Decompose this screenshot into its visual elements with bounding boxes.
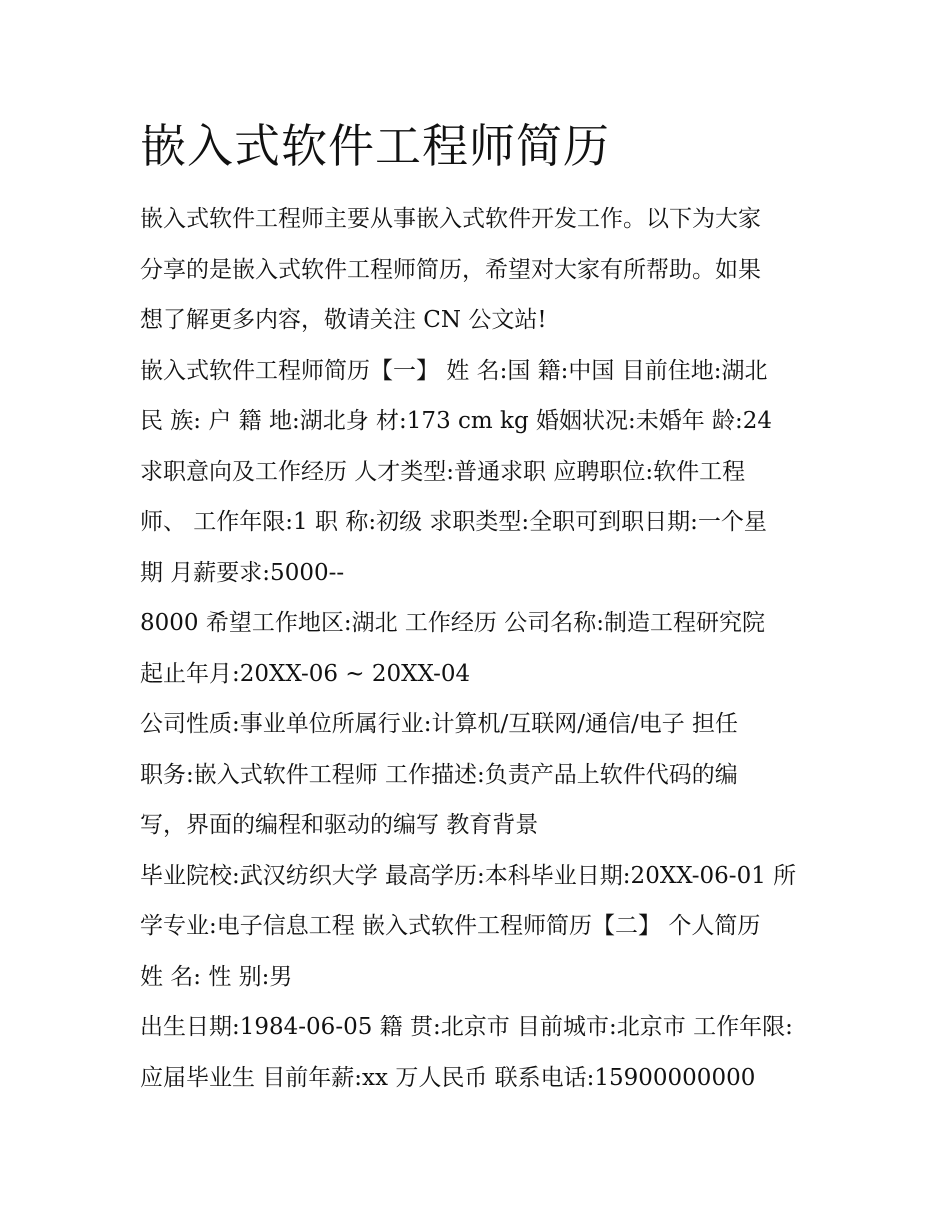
text-line: 民 族: 户 籍 地:湖北身 材:173 cm kg 婚姻状况:未婚年 龄:24 [140, 408, 773, 434]
text-line: 姓 名: 性 别:男 [140, 963, 293, 990]
document-title: 嵌入式软件工程师简历 [140, 119, 610, 173]
intro-paragraph [140, 194, 820, 346]
work-experience-paragraph [140, 598, 820, 699]
text-line: 分享的是嵌入式软件工程师简历，希望对大家有所帮助。如果 [140, 256, 761, 283]
text-line: 公司性质:事业单位所属行业:计算机/互联网/通信/电子 担任 [140, 711, 739, 737]
company-info-paragraph [140, 699, 820, 851]
text-line: 学专业:电子信息工程 嵌入式软件工程师简历【二】 个人简历 [140, 913, 761, 939]
text-line: 师、 工作年限:1 职 称:初级 求职类型:全职可到职日期:一个星 [140, 509, 767, 535]
text-line: 起止年月:20XX-06 ~ 20XX-04 [140, 660, 471, 687]
document-page [140, 112, 820, 1103]
education-paragraph [140, 851, 820, 1003]
text-line: 毕业院校:武汉纺织大学 最高学历:本科毕业日期:20XX-06-01 所 [140, 862, 797, 889]
personal-info-paragraph [140, 346, 820, 447]
text-line: 写，界面的编程和驱动的编写 教育背景 [140, 812, 539, 838]
text-line: 求职意向及工作经历 人才类型:普通求职 应聘职位:软件工程 [140, 458, 746, 485]
text-line: 期 月薪要求:5000-- [140, 559, 345, 586]
text-line: 嵌入式软件工程师主要从事嵌入式软件开发工作。以下为大家 [140, 206, 761, 232]
document-body [140, 194, 820, 1103]
contact-info-paragraph [140, 1002, 820, 1103]
text-line: 8000 希望工作地区:湖北 工作经历 公司名称:制造工程研究院 [140, 610, 765, 636]
text-line: 应届毕业生 目前年薪:xx 万人民币 联系电话:15900000000 [140, 1064, 756, 1091]
text-line: 职务:嵌入式软件工程师 工作描述:负责产品上软件代码的编 [140, 761, 738, 788]
text-line: 出生日期:1984-06-05 籍 贯:北京市 目前城市:北京市 工作年限: [140, 1014, 793, 1040]
text-line: 嵌入式软件工程师简历【一】 姓 名:国 籍:中国 目前住地:湖北 [140, 357, 768, 384]
job-intention-paragraph [140, 447, 820, 599]
text-line: 想了解更多内容，敬请关注 CN 公文站! [140, 307, 547, 333]
